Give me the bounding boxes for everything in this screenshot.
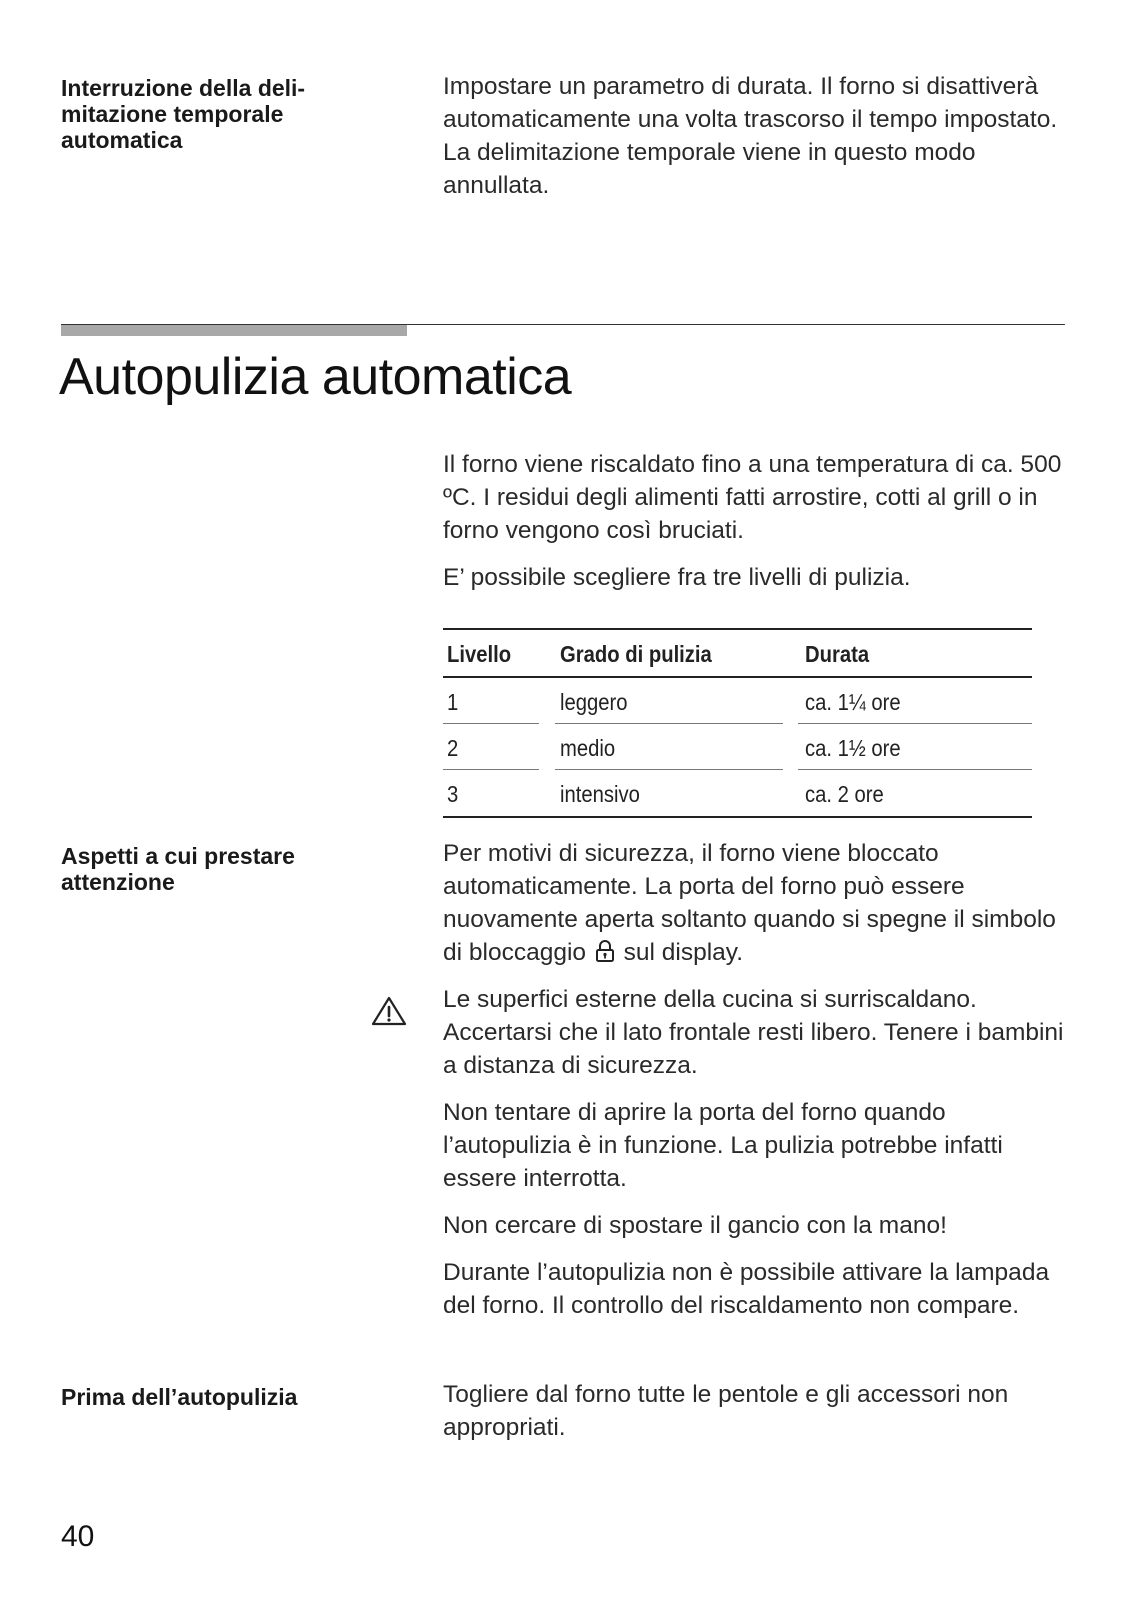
- cleaning-levels-table: [443, 628, 1032, 818]
- paragraph-text: sul display.: [623, 939, 744, 966]
- paragraph-text: Per motivi di sicurezza, il forno viene bloccato automaticamente. La porta del forno può essere nuovamente aperta soltanto quando si spegne il simbolo di bloccaggio: [443, 840, 1056, 966]
- section-interruzione-body: [443, 70, 1073, 202]
- section-accent-bar: [61, 325, 407, 336]
- table-cell: ca. 2 ore: [805, 781, 884, 807]
- warning-paragraph: Le superfici esterne della cucina si surriscaldano. Accertarsi che il lato frontale resti libero. Tenere i bambini a distanza di sicurezza.: [443, 986, 1064, 1079]
- paragraph: Impostare un parametro di durata. Il forno si disattiverà automaticamente una volta trascorso il tempo impostato.: [443, 73, 1058, 133]
- side-heading-interruzione: Interruzione della deli- mitazione temporale automatica: [61, 75, 306, 153]
- paragraph: E’ possibile scegliere fra tre livelli di pulizia.: [443, 564, 911, 591]
- page-number: 40: [61, 1520, 95, 1553]
- table-row: [443, 724, 1032, 770]
- paragraph: Non tentare di aprire la porta del forno quando l’autopulizia è in funzione. La pulizia potrebbe infatti essere interrotta.: [443, 1099, 1003, 1192]
- table-cell: 2: [447, 735, 459, 761]
- intro-body: [443, 448, 1073, 608]
- table-cell: leggero: [560, 689, 628, 715]
- paragraph: Non cercare di spostare il gancio con la mano!: [443, 1212, 947, 1239]
- table-header-livello: Livello: [447, 641, 512, 667]
- paragraph: Durante l’autopulizia non è possibile attivare la lampada del forno. Il controllo del riscaldamento non compare.: [443, 1259, 1050, 1319]
- side-heading-prima: Prima dell’autopulizia: [61, 1384, 298, 1410]
- table-header-grado: Grado di pulizia: [560, 641, 712, 667]
- page-title: Autopulizia automatica: [59, 348, 572, 406]
- table-cell: medio: [560, 735, 616, 761]
- lock-icon: [595, 939, 615, 963]
- paragraph: Il forno viene riscaldato fino a una temperatura di ca. 500 ºC. I residui degli alimenti fatti arrostire, cotti al grill o in forno vengono così bruciati.: [443, 451, 1062, 544]
- paragraph: [443, 837, 1073, 969]
- warning-triangle-icon: [371, 995, 407, 1027]
- table-cell: ca. 1½ ore: [805, 735, 901, 761]
- table-cell: ca. 1¼ ore: [805, 689, 901, 715]
- table-header-durata: Durata: [805, 641, 870, 667]
- table-header-row: [443, 630, 1032, 678]
- table-cell: 3: [447, 781, 459, 807]
- table-row: [443, 770, 1032, 818]
- table-row: [443, 678, 1032, 724]
- section-prima-body: [443, 1378, 1073, 1458]
- table-cell: 1: [447, 689, 459, 715]
- section-aspetti-body: [443, 837, 1073, 1336]
- table-cell: intensivo: [560, 781, 640, 807]
- side-heading-aspetti: Aspetti a cui prestare attenzione: [61, 843, 295, 895]
- paragraph: La delimitazione temporale viene in questo modo annullata.: [443, 139, 976, 199]
- paragraph: Togliere dal forno tutte le pentole e gli accessori non appropriati.: [443, 1381, 1009, 1441]
